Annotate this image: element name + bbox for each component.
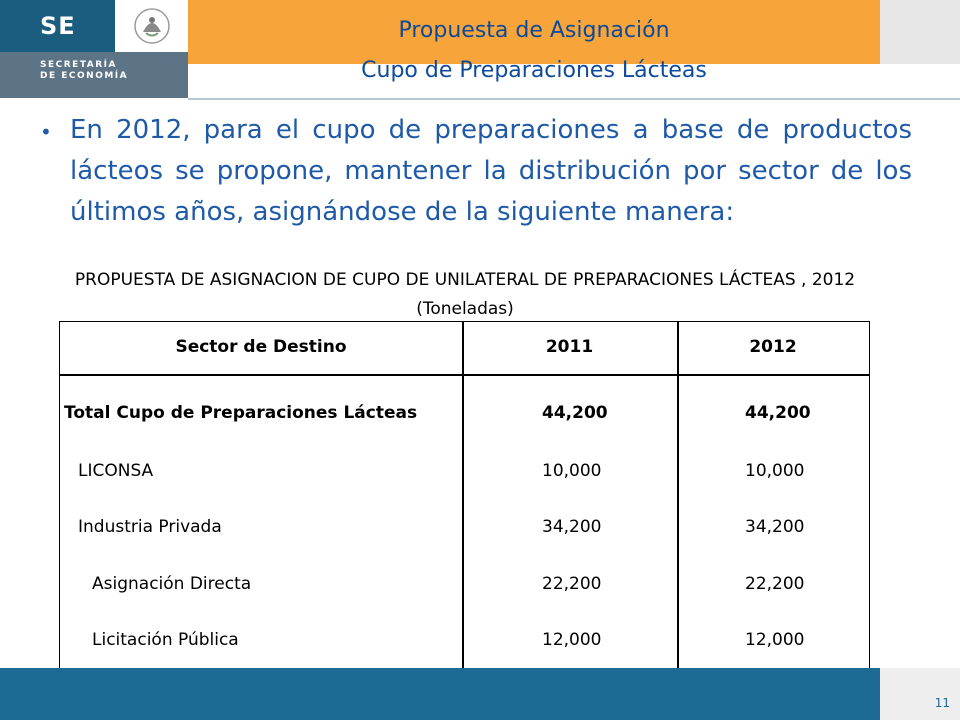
logo-band [0,0,115,52]
row-directa-2011: 22,200 [542,574,602,594]
row-total-2012: 44,200 [745,403,811,423]
page-number: 11 [934,696,950,710]
row-liconsa-2012: 10,000 [745,461,805,481]
title-corner [880,0,960,64]
row-total-2011: 44,200 [542,403,608,423]
row-total-sector: Total Cupo de Preparaciones Lácteas [64,403,418,423]
table-subcaption: (Toneladas) [416,299,514,319]
row-industria-2011: 34,200 [542,517,602,537]
header-divider [188,98,960,100]
row-liconsa-sector: LICONSA [78,461,154,481]
row-liconsa-2011: 10,000 [542,461,602,481]
row-directa-2012: 22,200 [745,574,805,594]
bullet-icon: • [40,120,52,144]
header-sector: Sector de Destino [175,337,347,357]
logo-secretaria [40,60,128,82]
row-licitacion-sector: Licitación Pública [92,630,239,650]
logo-line2: DE ECONOMÍA [40,71,129,81]
table-caption: PROPUESTA DE ASIGNACION DE CUPO DE UNILATERAL DE PREPARACIONES LÁCTEAS , 2012 [74,270,856,290]
footer-corner [880,668,960,720]
footer-bar [0,668,880,720]
allocation-table [59,321,870,682]
logo-abbr: SE [40,12,76,40]
row-industria-sector: Industria Privada [78,517,222,537]
page-title: Propuesta de Asignación [398,18,670,43]
page-subtitle: Cupo de Preparaciones Lácteas [361,58,707,83]
table-col-divider [677,322,679,681]
header-2011: 2011 [545,337,594,357]
table-col-divider [462,322,464,681]
row-licitacion-2011: 12,000 [542,630,602,650]
logo-block [0,0,188,98]
row-directa-sector: Asignación Directa [92,574,252,594]
emblem-box [115,0,188,52]
row-industria-2012: 34,200 [745,517,805,537]
header-2012: 2012 [749,337,797,357]
table-header-divider [60,374,869,376]
row-licitacion-2012: 12,000 [745,630,805,650]
logo-line1: SECRETARÍA [40,60,117,70]
bullet-paragraph: En 2012, para el cupo de preparaciones a base de productos lácteos se propone, mantener la distribución por sector de los últimos años, asignándose de la siguiente manera: [70,115,912,227]
national-emblem-icon [133,6,171,46]
